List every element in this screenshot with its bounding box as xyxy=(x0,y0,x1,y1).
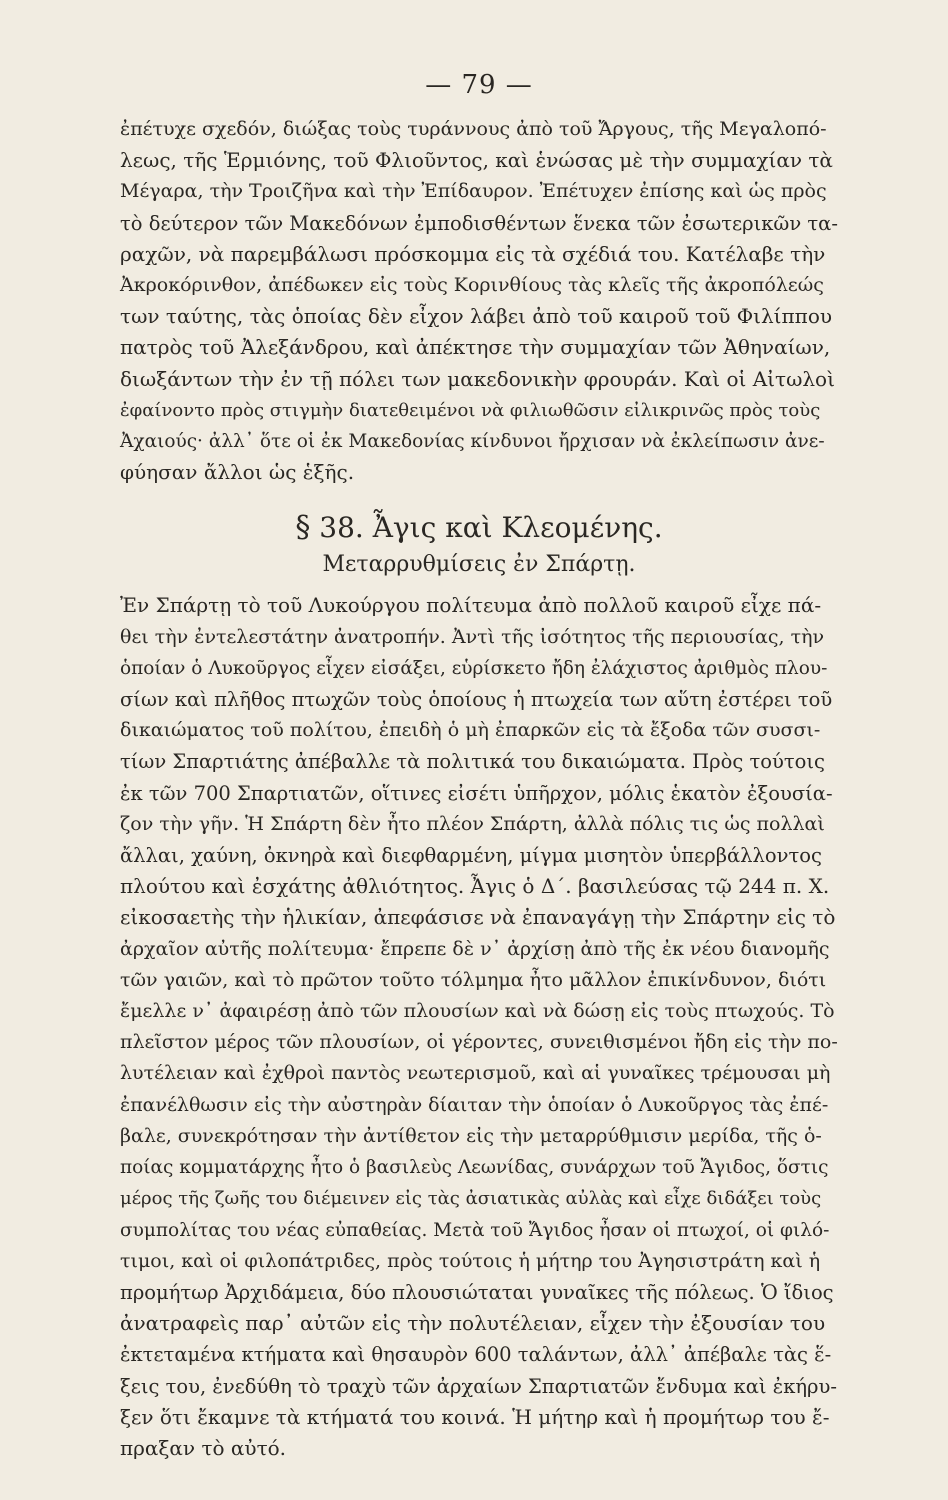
text-line: ἐκ τῶν 700 Σπαρτιατῶν, οἵτινες εἰσέτι ὑπῆρχον, μόλις ἑκατὸν ἐξουσία- xyxy=(120,781,833,805)
text-line: ἐπέτυχε σχεδόν, διώξας τοὺς τυράννους ἀπὸ τοῦ Ἄργους, τῆς Μεγαλοπό- xyxy=(120,118,827,140)
text-line: των ταύτης, τὰς ὁποίας δὲν εἶχον λάβει ἀπὸ τοῦ καιροῦ τοῦ Φιλίππου xyxy=(120,304,833,329)
text-line: πραξαν τὸ αὐτό. xyxy=(120,1435,287,1460)
page-number: — 79 — xyxy=(425,70,533,100)
text-line: ξεν ὅτι ἔκαμνε τὰ κτήματά του κοινά. Ἡ μήτηρ καὶ ἡ προμήτωρ του ἔ- xyxy=(120,1404,830,1429)
text-line: τιμοι, καὶ οἱ φιλοπάτριδες, πρὸς τούτοις ἡ μήτηρ του Ἀγησιστράτη καὶ ἡ xyxy=(120,1249,821,1272)
text-line: τίων Σπαρτιάτης ἀπέβαλλε τὰ πολιτικά του δικαιώματα. Πρὸς τούτοις xyxy=(120,750,825,774)
text-line: φύησαν ἄλλοι ὡς ἑξῆς. xyxy=(120,460,355,485)
text-line: ὁποίαν ὁ Λυκοῦργος εἶχεν εἰσάξει, εὑρίσκετο ἤδη ἐλάχιστος ἀριθμὸς πλου- xyxy=(120,657,828,679)
section-heading xyxy=(120,508,838,548)
text-line: εἰκοσαετὴς τὴν ἡλικίαν, ἀπεφάσισε νὰ ἐπαναγάγῃ τὴν Σπάρτην εἰς τὸ xyxy=(120,905,836,930)
text-line: θει τὴν ἐντελεστάτην ἀνατροπήν. Ἀντὶ τῆς ἰσότητος τῆς περιουσίας, τὴν xyxy=(120,625,825,648)
text-line: ἀρχαῖον αὐτῆς πολίτευμα· ἔπρεπε δὲ ν᾽ ἀρχίσῃ ἀπὸ τῆς ἐκ νέου διανομῆς xyxy=(120,937,830,960)
text-line: ζον τὴν γῆν. Ἡ Σπάρτη δὲν ἦτο πλέον Σπάρτη, ἀλλὰ πόλις τις ὡς πολλαὶ xyxy=(120,812,825,835)
text-line: ἀνατραφεὶς παρ᾽ αὐτῶν εἰς τὴν πολυτέλειαν, εἶχεν τὴν ἐξουσίαν του xyxy=(120,1311,826,1336)
text-line: μέρος τῆς ζωῆς του διέμεινεν εἰς τὰς ἀσιατικὰς αὐλὰς καὶ εἶχε διδάξει τοὺς xyxy=(120,1188,822,1210)
text-line: ξεις του, ἐνεδύθη τὸ τραχὺ τῶν ἀρχαίων Σπαρτιατῶν ἔνδυμα καὶ ἐκήρυ- xyxy=(120,1374,837,1398)
text-line: λυτέλειαν καὶ ἐχθροὶ παντὸς νεωτερισμοῦ, καὶ αἱ γυναῖκες τρέμουσαι μὴ xyxy=(120,1062,831,1085)
text-line: τὸ δεύτερον τῶν Μακεδόνων ἐμποδισθέντων ἕνεκα τῶν ἐσωτερικῶν τα- xyxy=(120,211,838,235)
text-line: ἐπανέλθωσιν εἰς τὴν αὐστηρὰν δίαιταν τὴν ὁποίαν ὁ Λυκοῦργος τὰς ἐπέ- xyxy=(120,1093,829,1116)
text-line: ἄλλαι, χαύνη, ὀκνηρὰ καὶ διεφθαρμένη, μίγμα μισητὸν ὑπερβάλλοντος xyxy=(120,844,822,868)
section-number: 38. xyxy=(319,511,364,545)
text-line: πατρὸς τοῦ Ἀλεξάνδρου, καὶ ἀπέκτησε τὴν συμμαχίαν τῶν Ἀθηναίων, xyxy=(120,335,831,360)
text-line: Ἐν Σπάρτῃ τὸ τοῦ Λυκούργου πολίτευμα ἀπὸ πολλοῦ καιροῦ εἶχε πά- xyxy=(120,593,822,618)
text-line: Μέγαρα, τὴν Τροιζῆνα καὶ τὴν Ἐπίδαυρον. Ἐπέτυχεν ἐπίσης καὶ ὡς πρὸς xyxy=(120,180,827,203)
text-line: λεως, τῆς Ἑρμιόνης, τοῦ Φλιοῦντος, καὶ ἑνώσας μὲ τὴν συμμαχίαν τὰ xyxy=(120,148,833,173)
text-line: πλούτου καὶ ἐσχάτης ἀθλιότητος. Ἆγις ὁ Δ΄. βασιλεύσας τῷ 244 π. Χ. xyxy=(120,874,830,899)
section-symbol: § xyxy=(295,510,311,546)
text-line: ἐφαίνοντο πρὸς στιγμὴν διατεθειμένοι νὰ φιλιωθῶσιν εἰλικρινῶς πρὸς τοὺς xyxy=(120,399,821,421)
text-line: ραχῶν, νὰ παρεμβάλωσι πρόσκομμα εἰς τὰ σχέδιά του. Κατέλαβε τὴν xyxy=(120,241,826,266)
text-line: πλεῖστον μέρος τῶν πλουσίων, οἱ γέροντες, συνειθισμένοι ἤδη εἰς τὴν πο- xyxy=(120,1031,838,1054)
text-line: σίων καὶ πλῆθος πτωχῶν τοὺς ὁποίους ἡ πτωχεία των αὕτη ἐστέρει τοῦ xyxy=(120,688,833,712)
text-line: τῶν γαιῶν, καὶ τὸ πρῶτον τοῦτο τόλμημα ἦτο μᾶλλον ἐπικίνδυνον, διότι xyxy=(120,968,827,991)
text-line: Ἀχαιούς· ἀλλ᾽ ὅτε οἱ ἐκ Μακεδονίας κίνδυνοι ἤρχισαν νὰ ἐκλείπωσιν ἀνε- xyxy=(120,431,825,453)
body-paragraph xyxy=(120,590,838,1464)
intro-paragraph xyxy=(120,114,838,488)
text-line: Ἀκροκόρινθον, ἀπέδωκεν εἰς τοὺς Κορινθίους τὰς κλεῖς τῆς ἀκροπόλεώς xyxy=(120,274,824,297)
text-line: ἐκτεταμένα κτήματα καὶ θησαυρὸν 600 ταλάντων, ἀλλ᾽ ἀπέβαλε τὰς ἕ- xyxy=(120,1343,832,1367)
text-line: ποίας κομματάρχης ἦτο ὁ βασιλεὺς Λεωνίδας, συνάρχων τοῦ Ἄγιδος, ὅστις xyxy=(120,1157,829,1179)
text-line: διωξάντων τὴν ἐν τῇ πόλει των μακεδονικὴν φρουράν. Καὶ οἱ Αἰτωλοὶ xyxy=(120,366,835,391)
text-line: προμήτωρ Ἀρχιδάμεια, δύο πλουσιώταται γυναῖκες τῆς πόλεως. Ὁ ἴδιος xyxy=(120,1280,834,1304)
text-line: βαλε, συνεκρότησαν τὴν ἀντίθετον εἰς τὴν μεταρρύθμισιν μερίδα, τῆς ὁ- xyxy=(120,1124,822,1147)
section-subtitle: Μεταρρυθμίσεις ἐν Σπάρτῃ. xyxy=(322,552,636,578)
text-line: ἔμελλε ν᾽ ἀφαιρέσῃ ἀπὸ τῶν πλουσίων καὶ νὰ δώσῃ εἰς τοὺς πτωχούς. Τὸ xyxy=(120,1000,835,1023)
text-line: δικαιώματος τοῦ πολίτου, ἐπειδὴ ὁ μὴ ἐπαρκῶν εἰς τὰ ἔξοδα τῶν συσσι- xyxy=(120,719,821,742)
section-title: Ἆγις καὶ Κλεομένης. xyxy=(372,511,663,545)
text-line: συμπολίτας του νέας εὐπαθείας. Μετὰ τοῦ Ἄγιδος ἦσαν οἱ πτωχοί, οἱ φιλό- xyxy=(120,1219,830,1241)
